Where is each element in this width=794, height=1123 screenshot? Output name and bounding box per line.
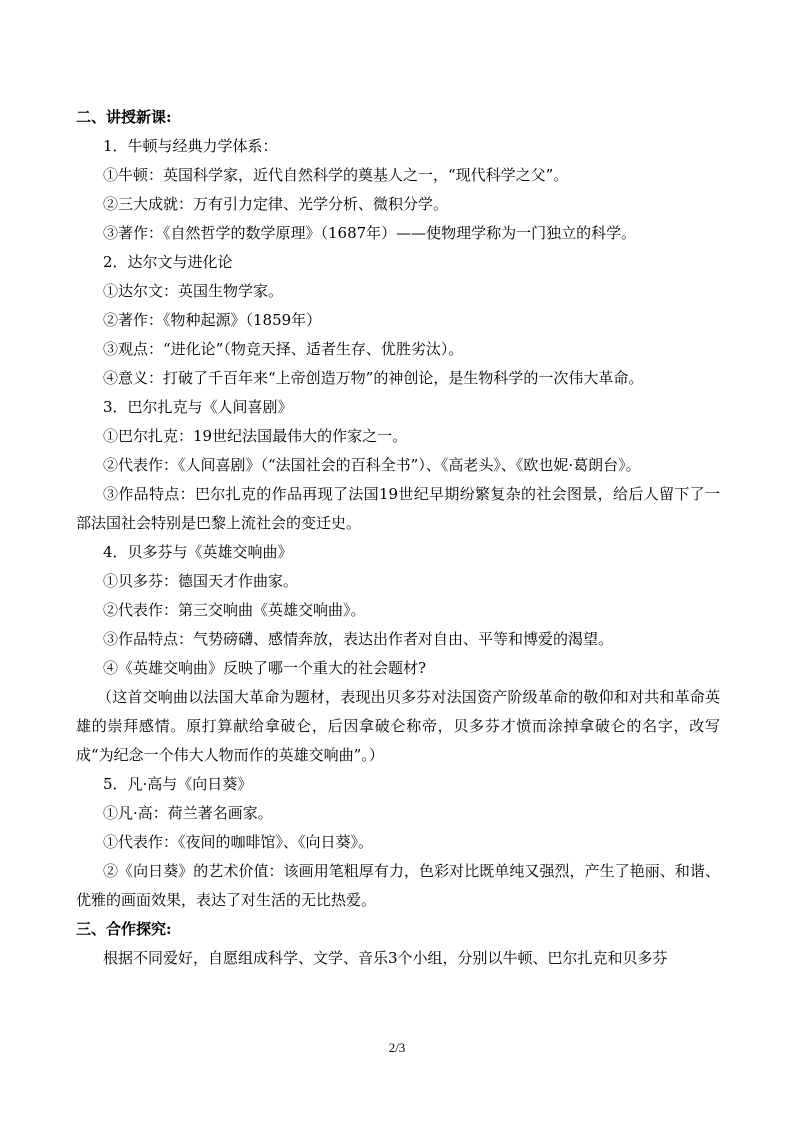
page-number: 2/3	[388, 1040, 406, 1055]
list-item: ①达尔文：英国生物学家。	[103, 282, 284, 300]
list-item: ②著作：《物种起源》（1859年）	[103, 311, 322, 329]
list-item: ①贝多芬：德国天才作曲家。	[103, 572, 299, 590]
list-item: ③著作：《自然哲学的数学原理》（1687年）——使物理学称为一门独立的科学。	[103, 224, 637, 242]
topic-2-title: 2．达尔文与进化论	[103, 253, 233, 271]
list-item: ①巴尔扎克：19世纪法国最伟大的作家之一。	[103, 427, 408, 445]
topic-3-title: 3．巴尔扎克与《人间喜剧》	[103, 398, 293, 416]
section-2-heading: 二、讲授新课:	[76, 108, 172, 126]
list-item: ④意义：打破了千百年来“上帝创造万物”的神创论，是生物科学的一次伟大革命。	[103, 369, 644, 387]
balzac-features-paragraph: ③作品特点：巴尔扎克的作品再现了法国19世纪早期纷繁复杂的社会图景，给后人留下了一部法国社会特别是巴黎上流社会的变迁史。	[76, 485, 720, 532]
list-item: ②三大成就：万有引力定律、光学分析、微积分学。	[103, 195, 449, 213]
list-item: ②代表作：第三交响曲《英雄交响曲》。	[103, 601, 366, 619]
question-item: ④《英雄交响曲》反映了哪一个重大的社会题材?	[103, 659, 427, 677]
topic-4-title: 4．贝多芬与《英雄交响曲》	[103, 543, 293, 561]
beethoven-answer-paragraph: （这首交响曲以法国大革命为题材，表现出贝多芬对法国资产阶级革命的敬仰和对共和革命英雄的崇拜感情。原打算献给拿破仑，后因拿破仑称帝，贝多芬才愤而涂掉拿破仑的名字，改写成“为纪念一个伟大人物而作的英雄交响曲”。）	[76, 688, 720, 764]
list-item: ①牛顿：英国科学家，近代自然科学的奠基人之一，“现代科学之父”。	[103, 166, 569, 184]
list-item: ①代表作：《夜间的咖啡馆》、《向日葵》。	[103, 833, 374, 851]
topic-1-title: 1．牛顿与经典力学体系：	[103, 137, 278, 155]
list-item: ③观点：“进化论”（物竞天择、适者生存、优胜劣汰）。	[103, 340, 464, 358]
balzac-works-paragraph: ②代表作：《人间喜剧》（“法国社会的百科全书”）、《高老头》、《欧也妮·葛朗台》。	[103, 456, 641, 474]
list-item: ①凡·高：荷兰著名画家。	[103, 804, 273, 822]
topic-5-title: 5．凡·高与《向日葵》	[103, 775, 253, 793]
list-item: ③作品特点：气势磅礴、感情奔放，表达出作者对自由、平等和博爱的渴望。	[103, 630, 614, 648]
section-3-text: 根据不同爱好，自愿组成科学、文学、音乐3个小组，分别以牛顿、巴尔扎克和贝多芬	[103, 949, 668, 967]
page-content	[76, 103, 720, 973]
section-3-heading: 三、合作探究:	[76, 920, 172, 938]
sunflower-value-paragraph: ②《向日葵》的艺术价值：该画用笔粗厚有力，色彩对比既单纯又强烈，产生了艳丽、和谐、优雅的画面效果，表达了对生活的无比热爱。	[76, 862, 720, 909]
